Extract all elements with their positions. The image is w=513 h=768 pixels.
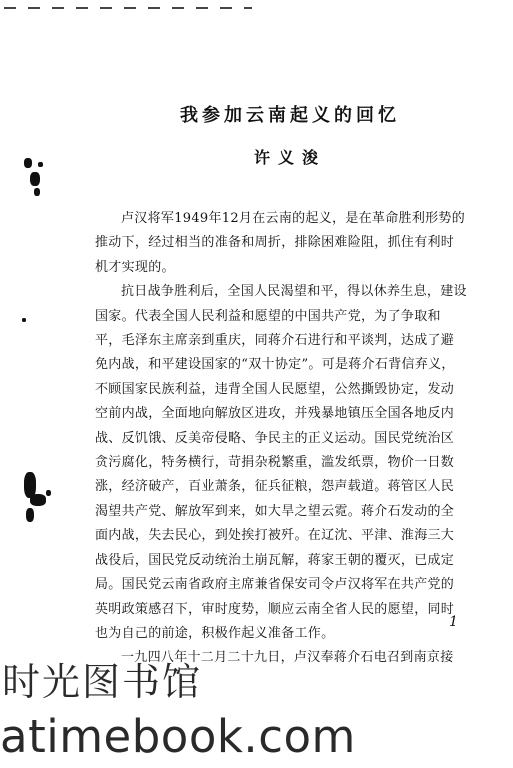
dash-mark	[52, 7, 64, 9]
paragraph: 抗日战争胜利后，全国人民渴望和平，得以休养生息，建设国家。代表全国人民利益和愿望的中国共产党，为了争取和平，毛泽东主席亲到重庆，同蒋介石进行和平谈判，达成了避免内战，和平建设国家的“双十协定”。可是蒋介石背信弃义，不顾国家民族利益，违背全国人民愿望，公然撕毁协定，发动空前内战，全面地向解放区进攻，并残暴地镇压全国各地反内战、反饥饿、反美帝侵略、争民主的正义运动。国民党统治区贪污腐化，特务横行，苛捐杂税繁重，滥发纸票，物价一日数涨，经济破产，百业萧条，征兵征粮，怨声载道。蒋管区人民渴望共产党、解放军到来，如大旱之望云霓。蒋介石发动的全面内战，失去民心，到处挨打被歼。在辽沈、平津、淮海三大战役后，国民党反动统治土崩瓦解，蒋家王朝的覆灭，已成定局。国民党云南省政府主席兼省保安司令卢汉将军在共产党的英明政策感召下，审时度势，顺应云南全省人民的愿望，同时也为自己的前途，积极作起义准备工作。	[95, 284, 467, 641]
scan-mark	[22, 318, 26, 322]
article-author: 许义浚	[253, 148, 326, 167]
paragraph: 一九四八年十二月二十九日，卢汉奉蒋介石电召到南京接	[121, 650, 454, 666]
scan-mark	[46, 490, 51, 496]
dash-mark	[4, 7, 16, 9]
dash-mark	[220, 7, 232, 9]
dash-mark	[244, 7, 252, 9]
paragraph: 卢汉将军1949年12月在云南的起义，是在革命胜利形势的推动下，经过相当的准备和周折，排除困难险阻，抓住有利时机才实现的。	[95, 211, 466, 275]
dash-mark	[172, 7, 184, 9]
scan-mark	[26, 508, 34, 522]
dash-mark	[100, 7, 112, 9]
top-edge-dashes	[0, 0, 260, 16]
dash-mark	[196, 7, 208, 9]
dash-mark	[28, 7, 40, 9]
watermark-chinese: 时光图书馆	[2, 660, 203, 704]
scan-mark	[30, 494, 46, 506]
article-body	[95, 207, 467, 671]
dash-mark	[124, 7, 136, 9]
scan-mark	[24, 158, 32, 168]
watermark-url: atimebook.com	[0, 710, 356, 763]
scan-mark	[34, 188, 40, 196]
page-number: 1	[449, 614, 458, 630]
dash-mark	[148, 7, 160, 9]
article-title: 我参加云南起义的回忆	[180, 105, 400, 126]
dash-mark	[76, 7, 88, 9]
scan-mark	[38, 162, 43, 167]
scan-mark	[30, 172, 40, 186]
